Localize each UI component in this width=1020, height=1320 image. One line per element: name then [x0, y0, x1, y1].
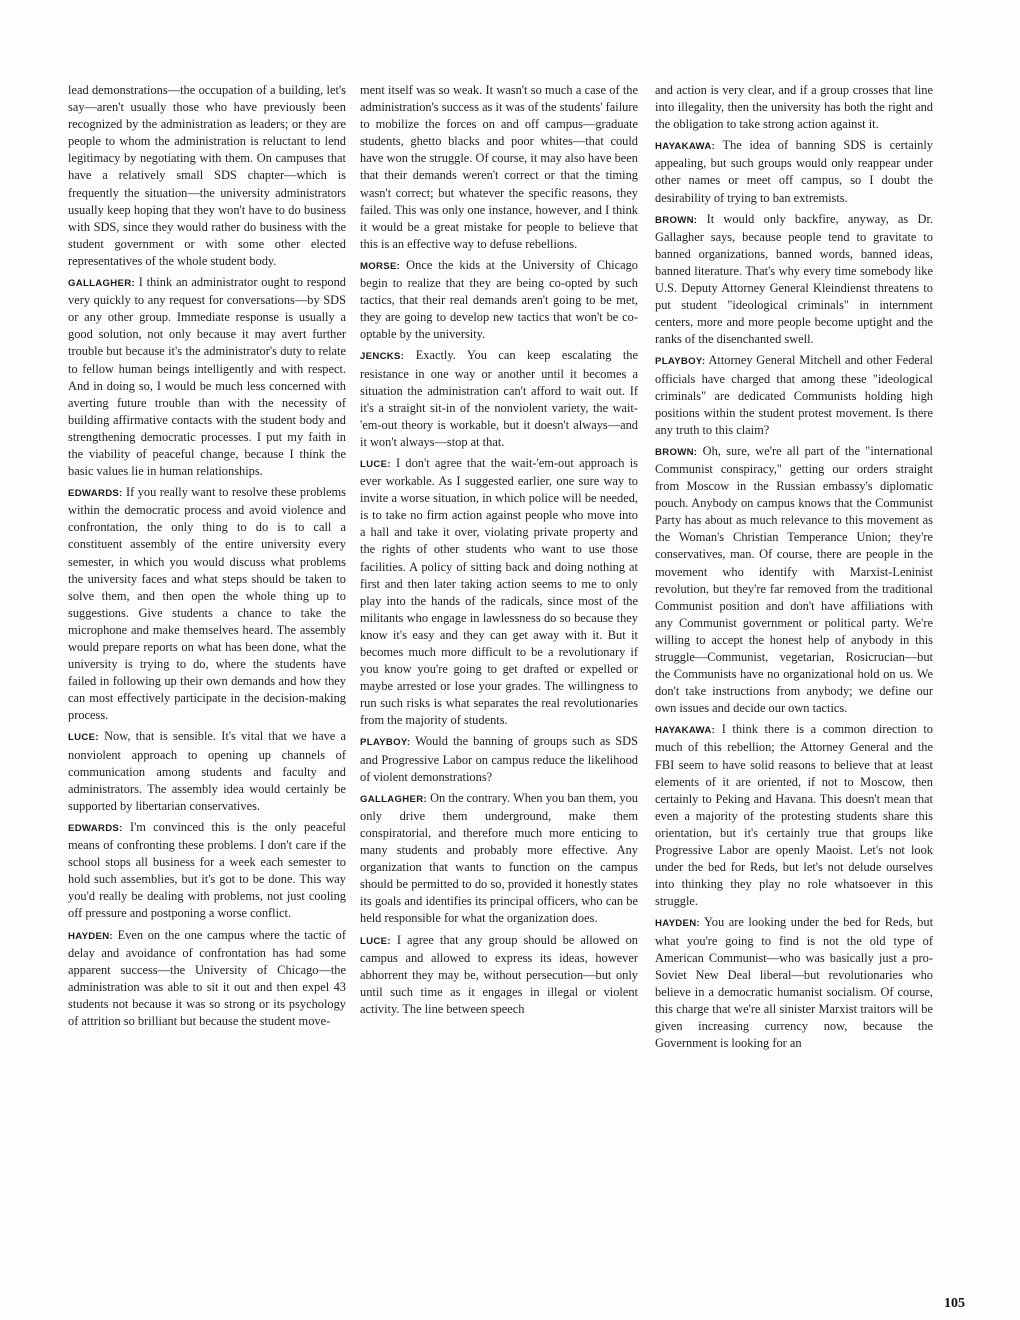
- paragraph: [360, 82, 638, 253]
- paragraph: [68, 82, 346, 270]
- paragraph: [360, 790, 638, 928]
- paragraph-text: The idea of banning SDS is certainly appealing, but such groups would only reappear under other names or meet off campus, so I doubt the desirability of trying to ban extremists.: [655, 138, 933, 205]
- paragraph-text: I think an administrator ought to respond very quickly to any request for conversations—by SDS or any other group. Immediate response is usually a good solution, not only because it may avert further trouble but because it's the administrator's duty to relate to fellow human beings intelligently and with respect. And in doing so, I would be much less concerned with averting future trouble than with the necessity of building affirmative contacts with the student body and strengthening democratic processes. I put my faith in the viability of peaceful change, because I think the basic values lie in human relationships.: [68, 275, 346, 479]
- paragraph: [360, 257, 638, 343]
- text-column-2: [360, 82, 638, 1022]
- paragraph-text: Would the banning of groups such as SDS and Progressive Labor on campus reduce the likelihood of violent demonstrations?: [360, 734, 638, 784]
- speaker-label: GALLAGHER:: [68, 278, 135, 290]
- speaker-label: LUCE:: [360, 935, 391, 947]
- paragraph-text: I don't agree that the wait-'em-out approach is ever workable. As I suggested earlier, one sure way to invite a worse situation, in which police will be needed, is to take no firm action against people who move into a hall and take it over, violating private property and the rights of other students who want to use those facilities. A policy of sitting back and doing nothing at first and then later taking action seems to me to only play into the hands of the radicals, since most of the militants who engage in lawlessness do so because they know it's easy and they can get away with it. But it becomes much more difficult to be a revolutionary if you know you're going to get drafted or expelled or maybe arrested or lose your grades. The willingness to run such risks is what separates the real revolutionaries from the majority of students.: [360, 455, 638, 728]
- paragraph: [68, 819, 346, 923]
- paragraph: [360, 932, 638, 1018]
- paragraph: [68, 728, 346, 814]
- speaker-label: PLAYBOY:: [655, 356, 706, 368]
- speaker-label: JENCKS:: [360, 351, 405, 363]
- paragraph: [360, 455, 638, 730]
- paragraph: [655, 352, 933, 438]
- paragraph: [655, 211, 933, 349]
- page-number: 105: [944, 1296, 965, 1311]
- paragraph-text: ment itself was so weak. It wasn't so much a case of the administration's success as it was of the students' failure to mobilize the forces on and off campus—graduate students, ghetto blacks and poor whites—that could have won the struggle. Of course, it may also have been that their demands weren't correct or that the timing wasn't correct; but whatever the specific reasons, they failed. This was only one instance, however, and I think it would be a great mistake for people to believe that this is an effective way to defuse rebellions.: [360, 83, 638, 251]
- text-column-1: [68, 82, 346, 1034]
- paragraph-text: Now, that is sensible. It's vital that we have a nonviolent approach to opening up channels of communication among students and faculty and administrators. The assembly idea would certainly be supported by libertarian conservatives.: [68, 729, 347, 813]
- paragraph-text: Even on the one campus where the tactic of delay and avoidance of confrontation has had some apparent success—the University of Chicago—the administration was able to sit it out and then expel 43 students not because it was so strong or its psychology of attrition so brilliant but because the student move-: [68, 927, 347, 1028]
- paragraph-text: Attorney General Mitchell and other Federal officials have charged that among these "ideological criminals" are dedicated Communists holding high positions within the student protest movement. Is there any truth to this claim?: [655, 353, 933, 437]
- paragraph-text: Oh, sure, we're all part of the "international Communist conspiracy," getting our orders straight from Moscow in the Russian embassy's diplomatic pouch. Anybody on campus knows that the Communist Party has about as much relevance to this movement as the Woman's Christian Temperance Union; they're conservatives, man. Of course, there are people in the movement who identify with Marxist-Leninist revolution, but they're far removed from the traditional Communist position and don't have affiliations with any Communist government or political party. We're willing to accept the honest help of anybody in this struggle—Communist, vegetarian, Rosicrucian—but the Communists have no organizational hold on us. We don't take instructions from anybody; we define our own issues and decide our own tactics.: [655, 443, 933, 716]
- paragraph-text: and action is very clear, and if a group crosses that line into illegality, then the university has both the right and the obligation to take strong action against it.: [655, 83, 933, 132]
- paragraph-text: You are looking under the bed for Reds, but what you're going to find is not the old type of American Communist—who was basically just a pro-Soviet New Deal liberal—but revolutionaries who believe in a democratic humanist socialism. Of course, this charge that we're all sinister Marxist traitors will be given increasing currency now, because the Government is looking for an: [655, 915, 934, 1051]
- speaker-label: LUCE:: [360, 458, 391, 470]
- paragraph-text: On the contrary. When you ban them, you only drive them underground, make them conspiratorial, and therefore much more enticing to many students and probably more effective. Any organization that wants to function on the campus should be permitted to do so, provided it honestly states its goals and identifies its principal officers, who can be held responsible for what the organization does.: [360, 790, 638, 926]
- paragraph-text: I think there is a common direction to much of this rebellion; the Attorney General and the FBI seem to have solid reasons to believe that at least elements of it are oriented, if not to Moscow, then certainly to Peking and Havana. This doesn't mean that even a majority of the protesting students share this orientation, but it's certainly true that groups like Progressive Labor are openly Maoist. Let's not look under the bed for Reds, but let's not delude ourselves into thinking they play no role whatsoever in this struggle.: [655, 722, 933, 909]
- speaker-label: HAYDEN:: [68, 930, 113, 942]
- paragraph: [360, 733, 638, 785]
- speaker-label: MORSE:: [360, 260, 401, 272]
- paragraph: [655, 82, 933, 133]
- speaker-label: EDWARDS:: [68, 488, 123, 500]
- paragraph-text: I agree that any group should be allowed on campus and allowed to express its ideas, however abhorrent they may be, without persecution—but only until such time as it engages in illegal or violent activity. The line between speech: [360, 932, 638, 1016]
- speaker-label: GALLAGHER:: [360, 793, 427, 805]
- paragraph-text: Once the kids at the University of Chicago begin to realize that they are being co-opted by such tactics, that their real demands aren't going to be met, they are going to develop new tactics that won't be co-optable by the university.: [360, 257, 638, 342]
- speaker-label: PLAYBOY:: [360, 737, 411, 749]
- text-column-3: [655, 82, 933, 1056]
- paragraph-text: It would only backfire, anyway, as Dr. Gallagher says, because people tend to gravitate to banned organizations, banned words, banned ideas, banned literature. That's why every time somebody like U.S. Deputy Attorney General Kleindienst threatens to put student "ideological criminals" in internment centers, more and more people become uptight and the ranks of the disenchanted swell.: [655, 211, 933, 347]
- paragraph-text: Exactly. You can keep escalating the resistance in one way or another until it becomes a situation the administration can't afford to wait out. If it's a straight sit-in of the nonviolent variety, the wait-'em-out theory is workable, but it doesn't always—and it won't always—stop at that.: [360, 348, 638, 449]
- paragraph: [68, 274, 346, 480]
- paragraph: [655, 721, 933, 910]
- speaker-label: EDWARDS:: [68, 822, 123, 834]
- speaker-label: LUCE:: [68, 732, 99, 744]
- paragraph: [655, 137, 933, 206]
- speaker-label: HAYAKAWA:: [655, 725, 716, 737]
- speaker-label: BROWN:: [655, 214, 698, 226]
- paragraph: [360, 347, 638, 451]
- paragraph-text: I'm convinced this is the only peaceful means of confronting these problems. I don't care if the school stops all business for a week each semester to hold such assemblies, but it's got to be done. This way you'd really be dealing with problems, not just cooling off pressure and postponing a worse conflict.: [68, 819, 346, 921]
- paragraph-text: If you really want to resolve these problems within the democratic process and avoid violence and confrontation, the only thing to do is to call a constituent assembly of the entire university every semester, in which you would discuss what problems the university faces and what steps should be taken to solve them, and then open the whole thing up to suggestions. Give students a chance to take the microphone and make themselves heard. The assembly would prepare reports on what has been done, what the university is trying to do, where the students have failed in following up their own demands and how they can most effectively participate in the decision-making process.: [68, 485, 346, 723]
- paragraph: [655, 914, 933, 1052]
- paragraph: [68, 484, 346, 724]
- speaker-label: HAYAKAWA:: [655, 141, 716, 153]
- paragraph: [655, 443, 933, 718]
- paragraph-text: lead demonstrations—the occupation of a building, let's say—aren't usually those who have previously been recognized by the administration as leaders; or they are people to whom the administration is reluctant to lend legitimacy by negotiating with them. On campuses that have a relatively small SDS chapter—which is frequently the situation—the university administrators usually keep hoping that they won't have to do business with SDS, since they would rather do business with the student government or with some other elected representatives of the whole student body.: [68, 83, 346, 268]
- speaker-label: BROWN:: [655, 446, 698, 458]
- speaker-label: HAYDEN:: [655, 918, 700, 930]
- paragraph: [68, 927, 346, 1031]
